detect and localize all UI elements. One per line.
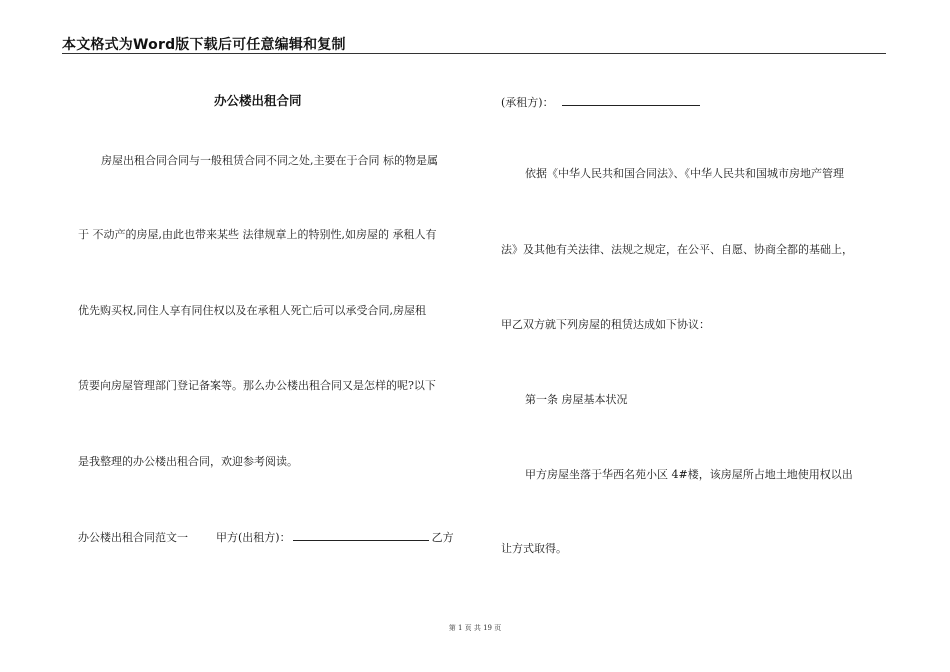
document-banner: 本文格式为Word版下载后可任意编辑和复制 [62,37,346,53]
paragraph-line: 甲乙双方就下列房屋的租赁达成如下协议： [501,318,710,331]
paragraph-line: 甲方房屋坐落于华西名苑小区 4#楼，该房屋所占地土地使用权以出 [525,468,853,481]
party-a-blank [293,530,429,541]
section-heading: 第一条 房屋基本状况 [525,393,628,406]
paragraph-line: 法》及其他有关法律、法规之规定，在公平、自愿、协商全都的基础上， [501,243,853,256]
sample-label: 办公楼出租合同范文一 [78,531,188,544]
paragraph-line: 让方式取得。 [501,542,567,555]
paragraph-line: 于 不动产的房屋,由此也带来某些 法律规章上的特别性,如房屋的 承租人有 [78,228,437,241]
header-divider [62,53,886,54]
paragraph-line: 房屋出租合同合同与一般租赁合同不同之处,主要在于合同 标的物是属 [101,154,438,167]
paragraph-line: 是我整理的办公楼出租合同，欢迎参考阅读。 [78,455,298,468]
document-title: 办公楼出租合同 [214,93,302,108]
lessee-line [501,95,700,108]
paragraph-line: 依据《中华人民共和国合同法》、《中华人民共和国城市房地产管理 [525,167,844,180]
paragraph-line: 赁要向房屋管理部门登记备案等。那么办公楼出租合同又是怎样的呢?以下 [78,379,436,392]
lessee-blank [562,95,700,106]
page-number: 第 1 页 共 19 页 [448,624,502,632]
paragraph-line: 优先购买权,同住人享有同住权以及在承租人死亡后可以承受合同,房屋租 [78,304,426,317]
party-a-label: 甲方(出租方)： [216,531,291,544]
lessee-label: (承租方)： [501,96,554,109]
contract-parties-line [78,530,454,543]
party-b-prefix: 乙方 [431,531,454,544]
